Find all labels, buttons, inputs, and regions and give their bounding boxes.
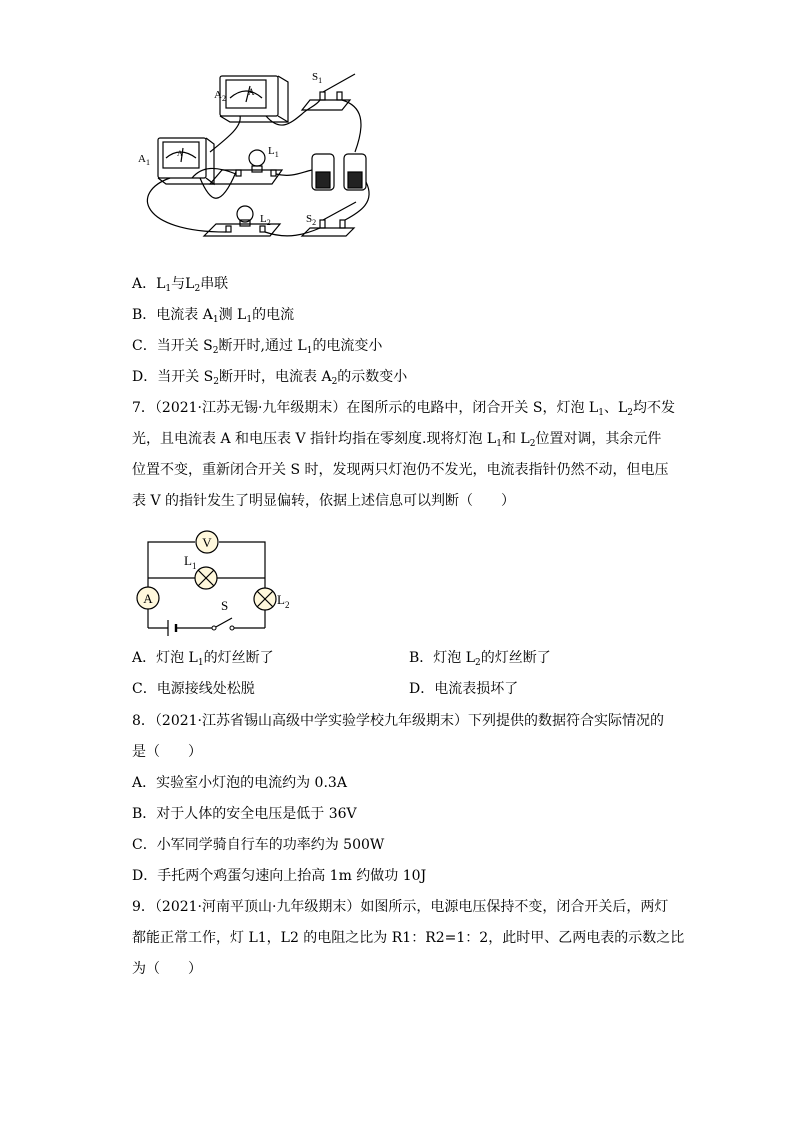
q8-stem-line2: 是（ ） — [132, 744, 202, 760]
a1-label: A — [138, 153, 146, 165]
s-symbol-label: S — [221, 598, 229, 613]
lamp-l2-symbol — [254, 588, 276, 610]
q9-stem-line2: 都能正常工作，灯 L1，L2 的电阻之比为 R1：R2=1：2，此时甲、乙两电表的示数之比 — [132, 930, 685, 946]
q7-stem-line2: 光，且电流表 A 和电压表 V 指针均指在零刻度.现将灯泡 $L_1$和 $L_2$位置对调，其余元件 — [132, 431, 662, 449]
svg-text:S2: $S_2$ — [306, 213, 317, 227]
l2-symbol-label: L — [277, 592, 285, 607]
s2-label: S — [306, 213, 313, 225]
voltmeter-v — [196, 531, 218, 553]
ammeter-a1 — [158, 138, 214, 184]
ammeter-a2 — [220, 76, 288, 122]
q9-stem-line3: 为（ ） — [132, 961, 202, 977]
svg-text:L1: $L_1$ — [268, 145, 279, 159]
q6-option-a: A．$L_1$与$L_2$串联 — [132, 276, 229, 294]
svg-text:L2: $L_2$ — [260, 213, 271, 227]
l2-label: L — [260, 213, 267, 225]
q7-stem-line1: 7．（2021·江苏无锡·九年级期末）在图所示的电路中，闭合开关 S，灯泡 $L_1$、$L_2$均不发 — [132, 400, 675, 418]
svg-text:L2: $L_2$ — [277, 592, 290, 610]
q8-option-a: A．实验室小灯泡的电流约为 0.3A — [132, 775, 347, 791]
q7-option-a: A．灯泡 $L_1$的灯丝断了 — [132, 650, 274, 668]
battery-pack — [312, 154, 366, 190]
switch-contact-right — [230, 626, 234, 630]
q6-option-d: D．当开关 $S_2$断开时，电流表 $A_2$的示数变小 — [132, 369, 408, 387]
lamp-l1-symbol — [195, 567, 217, 589]
q7-option-c: C．电源接线处松脱 — [132, 681, 255, 697]
svg-text:S1: $S_1$ — [312, 71, 323, 85]
q7-circuit-diagram — [132, 528, 302, 638]
q9-stem-line1: 9．（2021·河南平顶山·九年级期末）如图所示，电源电压保持不变，闭合开关后，两灯 — [132, 899, 669, 915]
q8-option-b: B．对于人体的安全电压是低于 36V — [132, 806, 357, 822]
svg-text:V: V — [202, 535, 212, 550]
l1-label: L — [268, 145, 275, 157]
q7-stem-line4: 表 V 的指针发生了明显偏转，依据上述信息可以判断（ ） — [132, 493, 516, 509]
a2-label: A — [214, 89, 222, 101]
q6-option-b: B．电流表 $A_1$测 $L_1$的电流 — [132, 307, 295, 325]
q8-stem-line1: 8．（2021·江苏省锡山高级中学实验学校九年级期末）下列提供的数据符合实际情况的 — [132, 713, 664, 729]
switch-contact-left — [212, 626, 216, 630]
l1-symbol-label: L — [184, 553, 192, 568]
q6-option-c: C．当开关 $S_2$断开时,通过 $L_1$的电流变小 — [132, 338, 383, 356]
q8-option-c: C．小军同学骑自行车的功率约为 500W — [132, 837, 385, 853]
svg-text:A: A — [143, 591, 153, 606]
q7-option-b: B．灯泡 $L_2$的灯丝断了 — [409, 650, 551, 668]
a1-meter-face-label: A — [177, 149, 183, 158]
circuit-photo-figure — [130, 62, 390, 242]
s1-label: S — [312, 71, 319, 83]
q7-stem-line3: 位置不变，重新闭合开关 S 时，发现两只灯泡仍不发光，电流表指针仍然不动，但电压 — [132, 462, 669, 478]
svg-text:A2: $A_2$ — [214, 89, 226, 103]
svg-text:A1: $A_1$ — [138, 153, 150, 167]
a2-meter-face-label: A — [248, 87, 255, 97]
ammeter-a — [137, 587, 159, 609]
switch-s1 — [302, 74, 355, 110]
q7-option-d: D．电流表损坏了 — [409, 681, 519, 697]
q8-option-d: D．手托两个鸡蛋匀速向上抬高 1m 约做功 10J — [132, 868, 427, 884]
svg-text:L1: $L_1$ — [184, 553, 197, 571]
